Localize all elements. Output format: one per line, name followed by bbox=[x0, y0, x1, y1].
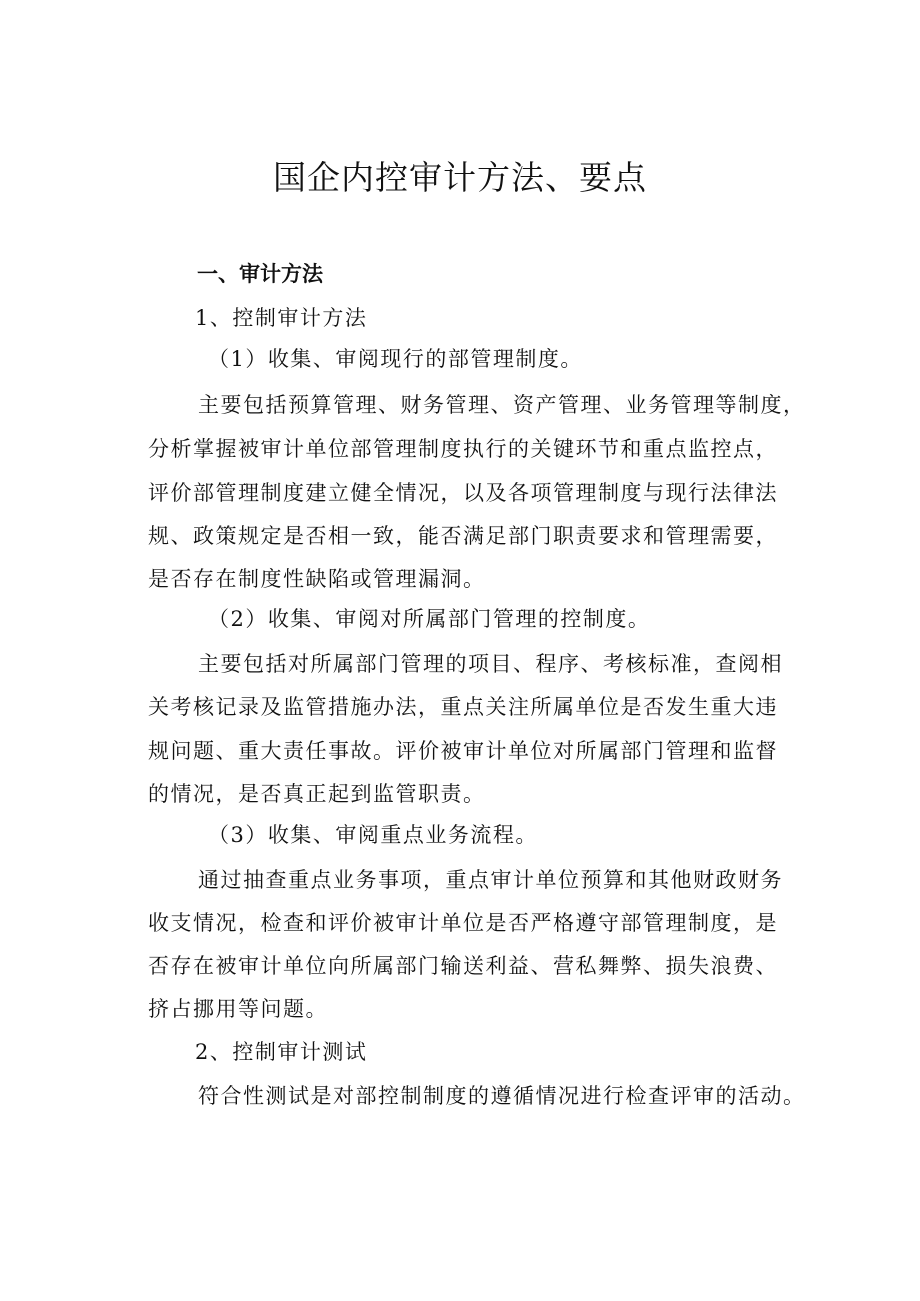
paragraph-line: 关考核记录及监管措施办法，重点关注所属单位是否发生重大违 bbox=[148, 695, 778, 719]
sub-heading-2: （2）收集、审阅对所属部门管理的控制度。 bbox=[208, 607, 651, 631]
paragraph-line: 分析掌握被审计单位部管理制度执行的关键环节和重点监控点， bbox=[148, 437, 778, 461]
paragraph-line: 规问题、重大责任事故。评价被审计单位对所属部门管理和监督 bbox=[148, 739, 778, 763]
paragraph-line: 否存在被审计单位向所属部门输送利益、营私舞弊、损失浪费、 bbox=[148, 954, 778, 978]
paragraph-line: 收支情况，检查和评价被审计单位是否严格遵守部管理制度，是 bbox=[148, 911, 778, 935]
document-title: 国企内控审计方法、要点 bbox=[273, 158, 647, 197]
paragraph-line: 的情况，是否真正起到监管职责。 bbox=[148, 782, 486, 806]
paragraph-line: 挤占挪用等问题。 bbox=[148, 997, 328, 1021]
paragraph-line: 评价部管理制度建立健全情况，以及各项管理制度与现行法律法 bbox=[148, 481, 778, 505]
paragraph-line: 规、政策规定是否相一致，能否满足部门职责要求和管理需要， bbox=[148, 524, 778, 548]
section-heading-audit-methods: 一、审计方法 bbox=[197, 262, 323, 286]
paragraph-line: 主要包括对所属部门管理的项目、程序、考核标准，查阅相 bbox=[198, 652, 783, 676]
paragraph-line: 主要包括预算管理、财务管理、资产管理、业务管理等制度， bbox=[198, 393, 806, 417]
sub-heading-3: （3）收集、审阅重点业务流程。 bbox=[208, 823, 538, 847]
item-heading-control-audit-method: 1、控制审计方法 bbox=[195, 306, 368, 330]
paragraph-line: 符合性测试是对部控制制度的遵循情况进行检查评审的活动。 bbox=[198, 1084, 806, 1108]
paragraph-line: 是否存在制度性缺陷或管理漏洞。 bbox=[148, 567, 486, 591]
item-heading-control-audit-test: 2、控制审计测试 bbox=[195, 1040, 368, 1064]
paragraph-line: 通过抽查重点业务事项，重点审计单位预算和其他财政财务 bbox=[198, 868, 783, 892]
sub-heading-1: （1）收集、审阅现行的部管理制度。 bbox=[208, 347, 583, 371]
